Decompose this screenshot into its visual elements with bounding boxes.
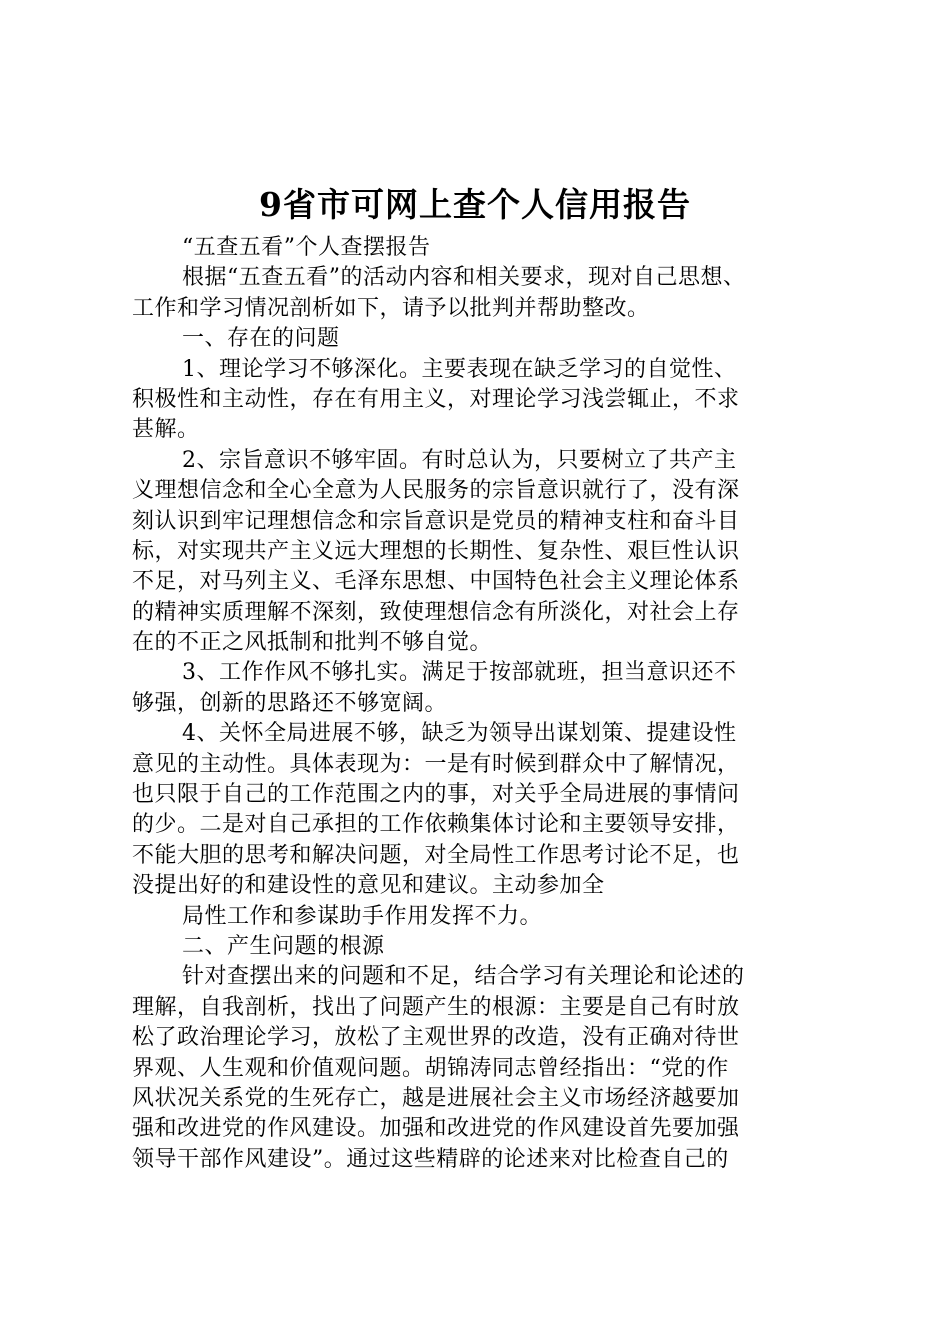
text-line: 够强，创新的思路还不够宽阔。	[132, 690, 448, 716]
text-line: 界观、人生观和价值观问题。胡锦涛同志曾经指出：“党的作	[132, 1055, 729, 1081]
text-line: 积极性和主动性，存在有用主义，对理论学习浅尝辄止，不求	[132, 386, 740, 412]
text-line: 也只限于自己的工作范围之内的事，对关乎全局进展的事情问	[132, 782, 740, 808]
text-line: 义理想信念和全心全意为人民服务的宗旨意识就行了，没有深	[132, 478, 740, 504]
document-body	[132, 233, 832, 1175]
text-line: 根据“五查五看”的活动内容和相关要求，现对自己思想、	[182, 265, 746, 291]
text-line: 标，对实现共产主义远大理想的长期性、复杂性、艰巨性认识	[132, 538, 740, 564]
text-line: 没提出好的和建设性的意见和建议。主动参加全	[132, 873, 605, 899]
text-line: 一、存在的问题	[182, 326, 340, 352]
text-line: 1、理论学习不够深化。主要表现在缺乏学习的自觉性、	[182, 356, 737, 382]
text-line: 2、宗旨意识不够牢固。有时总认为，只要树立了共产主	[182, 447, 737, 473]
text-line: 刻认识到牢记理想信念和宗旨意识是党员的精神支柱和奋斗目	[132, 508, 740, 534]
text-line: 理解，自我剖析，找出了问题产生的根源：主要是自己有时放	[132, 994, 740, 1020]
text-line: 甚解。	[132, 417, 200, 443]
text-line: 在的不正之风抵制和批判不够自觉。	[132, 630, 493, 656]
text-line: 局性工作和参谋助手作用发挥不力。	[182, 903, 543, 929]
document-title: 9省市可网上查个人信用报告	[259, 185, 691, 224]
text-line: 的少。二是对自己承担的工作依赖集体讨论和主要领导安排，	[132, 812, 740, 838]
text-line: 强和改进党的作风建设。加强和改进党的作风建设首先要加强	[132, 1116, 740, 1142]
text-line: “五查五看”个人查摆报告	[182, 235, 431, 260]
text-line: 二、产生问题的根源	[182, 933, 385, 959]
text-line: 的精神实质理解不深刻，致使理想信念有所淡化，对社会上存	[132, 599, 740, 625]
text-line: 针对查摆出来的问题和不足，结合学习有关理论和论述的	[182, 964, 745, 990]
text-line: 工作和学习情况剖析如下，请予以批判并帮助整改。	[132, 295, 650, 321]
text-line: 领导干部作风建设”。通过这些精辟的论述来对比检查自己的	[132, 1146, 729, 1172]
text-line: 不能大胆的思考和解决问题，对全局性工作思考讨论不足，也	[132, 842, 740, 868]
text-line: 风状况关系党的生死存亡，越是进展社会主义市场经济越要加	[132, 1085, 740, 1111]
text-line: 意见的主动性。具体表现为：一是有时候到群众中了解情况，	[132, 751, 740, 777]
text-line: 4、关怀全局进展不够，缺乏为领导出谋划策、提建设性	[182, 721, 737, 747]
text-line: 松了政治理论学习，放松了主观世界的改造，没有正确对待世	[132, 1025, 740, 1051]
text-line: 不足，对马列主义、毛泽东思想、中国特色社会主义理论体系	[132, 569, 740, 595]
text-line: 3、工作作风不够扎实。满足于按部就班，担当意识还不	[182, 660, 737, 686]
